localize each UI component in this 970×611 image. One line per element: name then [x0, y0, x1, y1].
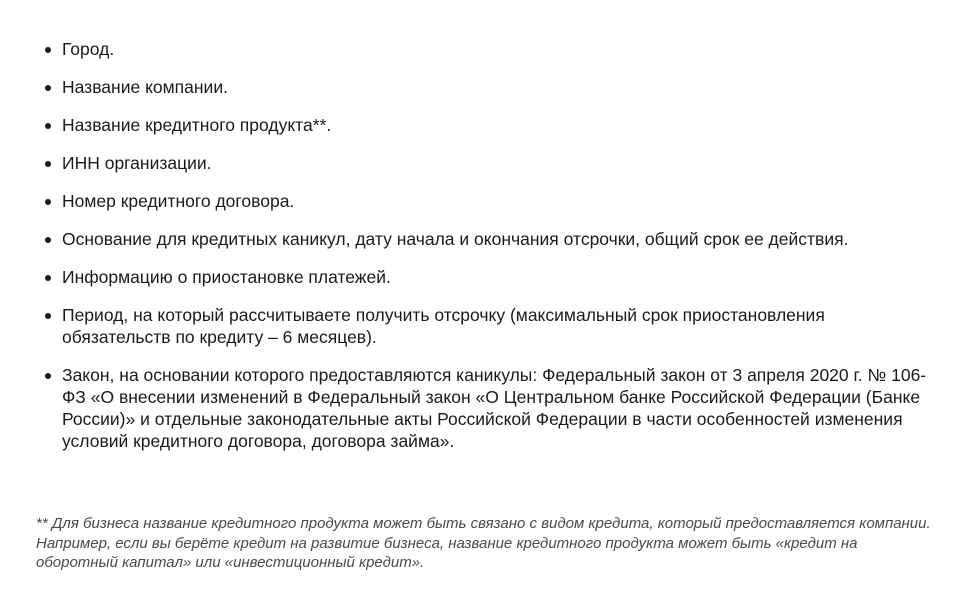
list-item-text: Название кредитного продукта**. — [62, 115, 332, 135]
list-item-text: Город. — [62, 39, 115, 59]
bullet-icon — [45, 237, 51, 243]
list-item-text: Информацию о приостановке платежей. — [62, 267, 391, 287]
bullet-icon — [45, 373, 51, 379]
list-item — [36, 38, 936, 60]
bullet-icon — [45, 47, 51, 53]
bullet-icon — [45, 275, 51, 281]
list-item-text: Название компании. — [62, 77, 228, 97]
bullet-icon — [45, 85, 51, 91]
list-item-text: Закон, на основании которого предоставляются каникулы: Федеральный закон от 3 апреля 2020 г. № 106-ФЗ «О внесении изменений в Федеральный закон «О Центральном банке Российской Федерации (Банке России)» и отдельные законодательные акты Российской Федерации в части особенностей изменения условий кредитного договора, договора займа». — [62, 365, 927, 451]
bullet-icon — [45, 161, 51, 167]
main-content — [36, 38, 936, 468]
list-item — [36, 190, 936, 212]
list-item — [36, 304, 936, 348]
list-item — [36, 76, 936, 98]
list-item-text: Период, на который рассчитываете получить отсрочку (максимальный срок приостановления обязательств по кредиту – 6 месяцев). — [62, 305, 825, 347]
requirements-list — [36, 38, 936, 452]
list-item — [36, 266, 936, 288]
bullet-icon — [45, 123, 51, 129]
list-item-text: Основание для кредитных каникул, дату начала и окончания отсрочки, общий срок ее действия. — [62, 229, 849, 249]
list-item-text: ИНН организации. — [62, 153, 212, 173]
list-item-text: Номер кредитного договора. — [62, 191, 295, 211]
list-item — [36, 364, 936, 452]
list-item — [36, 114, 936, 136]
footnote: ** Для бизнеса название кредитного продукта может быть связано с видом кредита, который предоставляется компании. Например, если вы берёте кредит на развитие бизнеса, название кредитного продукта может быть «кредит на оборотный капитал» или «инвестиционный кредит». — [36, 515, 931, 571]
bullet-icon — [45, 313, 51, 319]
bullet-icon — [45, 199, 51, 205]
list-item — [36, 228, 936, 250]
list-item — [36, 152, 936, 174]
